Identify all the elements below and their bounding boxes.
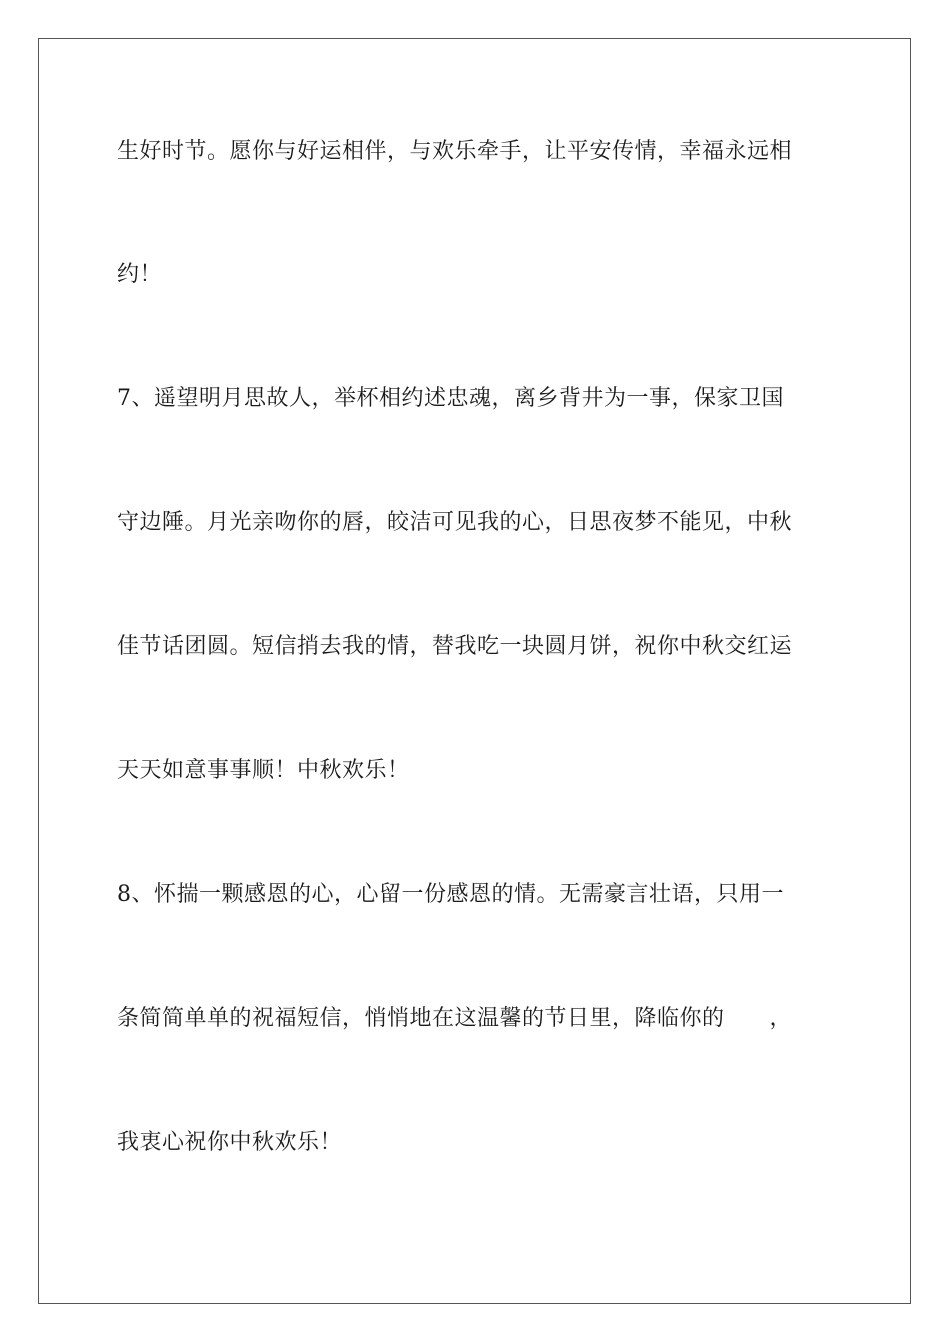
text-line-4: 守边陲。月光亲吻你的唇，皎洁可见我的心，日思夜梦不能见，中秋 <box>117 510 793 535</box>
text-line-8: 条简简单单的祝福短信，悄悄地在这温馨的节日里，降临你的 ， <box>117 1006 793 1031</box>
text-line-5: 佳节话团圆。短信捎去我的情，替我吃一块圆月饼，祝你中秋交红运 <box>117 634 793 659</box>
text-line-3: 7、遥望明月思故人，举杯相约述忠魂，离乡背井为一事，保家卫国 <box>117 386 784 411</box>
page-frame <box>38 38 911 1304</box>
text-line-7: 8、怀揣一颗感恩的心，心留一份感恩的情。无需豪言壮语，只用一 <box>117 882 784 907</box>
text-line-9: 我衷心祝你中秋欢乐！ <box>117 1130 343 1155</box>
text-line-2: 约！ <box>117 262 163 287</box>
text-line-1: 生好时节。愿你与好运相伴，与欢乐牵手，让平安传情，幸福永远相 <box>117 139 793 164</box>
text-line-6: 天天如意事事顺！中秋欢乐！ <box>117 758 410 783</box>
